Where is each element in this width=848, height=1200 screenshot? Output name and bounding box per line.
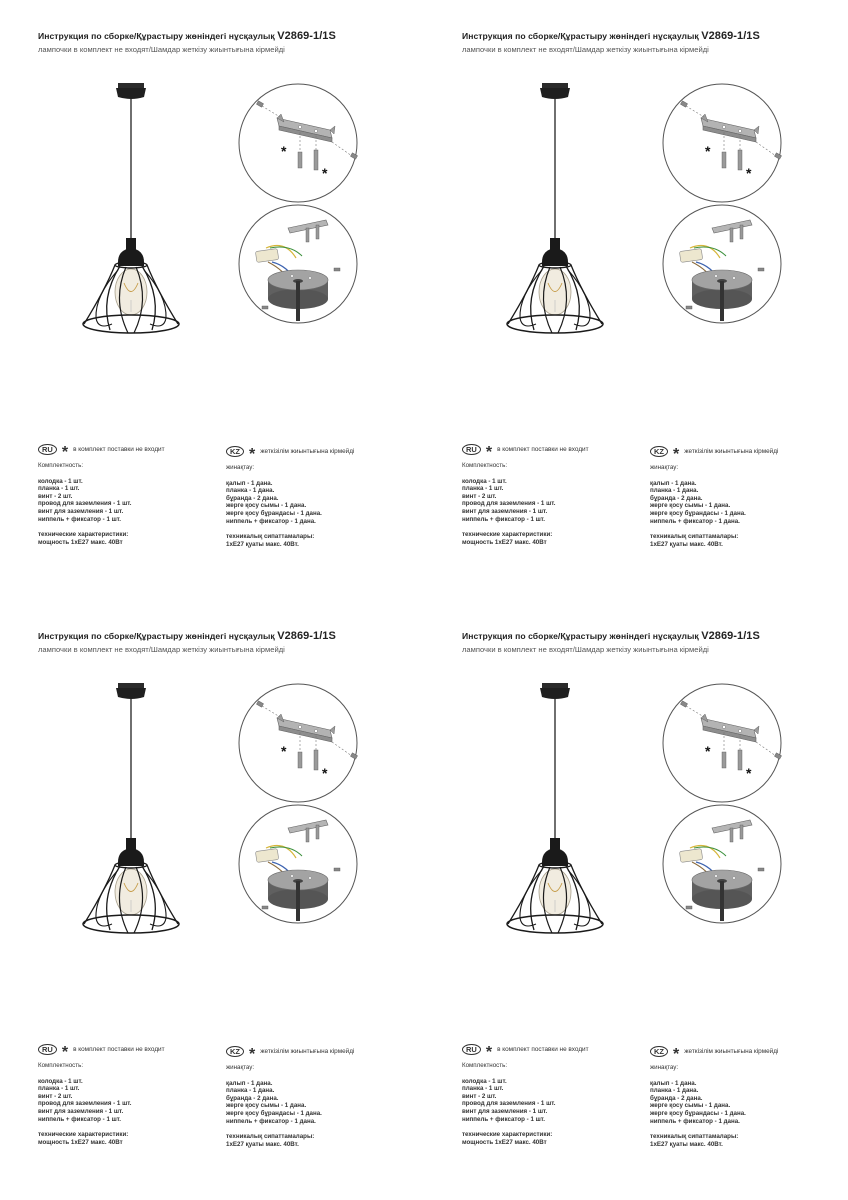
not-included-marker: *: [705, 743, 711, 759]
ru-note: в комплект поставки не входит: [73, 445, 165, 453]
kz-set-label: жинақтау:: [650, 1064, 679, 1071]
wiring-detail-illustration: [663, 205, 781, 323]
pendant-lamp-illustration: [507, 683, 603, 933]
ru-note: в комплект поставки не входит: [497, 1045, 589, 1053]
ru-items: колодка - 1 шт. планка - 1 шт. винт - 2 шт. провод для заземления - 1 шт. винт для заземления - 1 шт. ниппель + фиксатор - 1 шт.: [462, 477, 556, 523]
ru-badge: RU: [462, 444, 481, 455]
ru-note: в комплект поставки не входит: [73, 1045, 165, 1053]
ru-note: в комплект поставки не входит: [497, 445, 589, 453]
kz-badge: KZ: [650, 446, 668, 457]
ru-set-label: Комплектность:: [38, 1062, 84, 1069]
instruction-panel: [0, 600, 424, 1200]
kz-specs: техникалық сипаттамалары: 1хЕ27 қуаты макс. 40Вт.: [226, 1133, 315, 1148]
kz-specs: техникалық сипаттамалары: 1хЕ27 қуаты макс. 40Вт.: [650, 1133, 739, 1148]
kz-badge: KZ: [226, 446, 244, 457]
kz-items: қалып - 1 дана. планка - 1 дана. бұранда - 2 дана. жерге қосу сымы - 1 дана. жерге қосу бұрандасы - 1 дана. ниппель + фиксатор - 1 дана.: [650, 1079, 746, 1125]
instruction-panel: [424, 0, 848, 600]
kz-items: қалып - 1 дана. планка - 1 дана. бұранда - 2 дана. жерге қосу сымы - 1 дана. жерге қосу бұрандасы - 1 дана. ниппель + фиксатор - 1 дана.: [650, 479, 746, 525]
wiring-detail-illustration: [663, 805, 781, 923]
kz-note: жеткізілім жиынтығына кірмейді: [684, 1047, 779, 1055]
ru-specs: технические характеристики: мощность 1хЕ27 макс. 40Вт: [462, 531, 553, 546]
bracket-detail-illustration: [239, 684, 358, 802]
kz-instructions: KZ * жеткізілім жиынтығына кірмейді жинақтау: қалып - 1 дана. планка - 1 дана. бұранда - 2 дана. жерге қосу сымы - 1 дана. жерге қосу бұрандасы - 1 дана. ниппель + фиксатор - 1 дана. техникалық сипаттамалары: 1хЕ27 қуаты макс. 40Вт.: [650, 445, 779, 548]
ru-instructions: RU * в комплект поставки не входит Комплектность: колодка - 1 шт. планка - 1 шт. винт - 2 шт. провод для заземления - 1 шт. винт для заземления - 1 шт. ниппель + фиксатор - 1 шт. технические характеристики: мощность 1хЕ27 макс. 40Вт: [38, 443, 165, 546]
ru-badge: RU: [462, 1044, 481, 1055]
kz-note: жеткізілім жиынтығына кірмейді: [684, 447, 779, 455]
kz-set-label: жинақтау:: [226, 1064, 255, 1071]
kz-set-label: жинақтау:: [650, 464, 679, 471]
page-subtitle: лампочки в комплект не входят/Шамдар жеткізу жиынтығына кірмейді: [462, 645, 709, 654]
wiring-detail-illustration: [239, 805, 357, 923]
ru-specs: технические характеристики: мощность 1хЕ27 макс. 40Вт: [38, 1131, 129, 1146]
pendant-lamp-illustration: [83, 683, 179, 933]
instruction-panel: [424, 600, 848, 1200]
not-included-marker: *: [281, 743, 287, 759]
pendant-lamp-illustration: [83, 83, 179, 333]
ru-items: колодка - 1 шт. планка - 1 шт. винт - 2 шт. провод для заземления - 1 шт. винт для заземления - 1 шт. ниппель + фиксатор - 1 шт.: [38, 1077, 132, 1123]
page-subtitle: лампочки в комплект не входят/Шамдар жеткізу жиынтығына кірмейді: [38, 645, 285, 654]
ru-badge: RU: [38, 1044, 57, 1055]
not-included-marker: *: [322, 765, 328, 781]
not-included-marker: *: [705, 143, 711, 159]
page-title: Инструкция по сборке/Құрастыру жөніндегі нұсқаулық V2869-1/1S: [38, 630, 336, 642]
wiring-detail-illustration: [239, 205, 357, 323]
instruction-panel: [0, 0, 424, 600]
kz-specs: техникалық сипаттамалары: 1хЕ27 қуаты макс. 40Вт.: [650, 533, 739, 548]
bracket-detail-illustration: [239, 84, 358, 202]
not-included-marker: *: [746, 765, 752, 781]
page-title: Инструкция по сборке/Құрастыру жөніндегі нұсқаулық V2869-1/1S: [462, 30, 760, 42]
bracket-detail-illustration: [663, 684, 782, 802]
ru-set-label: Комплектность:: [462, 462, 508, 469]
page-title: Инструкция по сборке/Құрастыру жөніндегі нұсқаулық V2869-1/1S: [462, 630, 760, 642]
pendant-lamp-illustration: [507, 83, 603, 333]
ru-instructions: RU * в комплект поставки не входит Комплектность: колодка - 1 шт. планка - 1 шт. винт - 2 шт. провод для заземления - 1 шт. винт для заземления - 1 шт. ниппель + фиксатор - 1 шт. технические характеристики: мощность 1хЕ27 макс. 40Вт: [462, 1043, 589, 1146]
kz-instructions: KZ * жеткізілім жиынтығына кірмейді жинақтау: қалып - 1 дана. планка - 1 дана. бұранда - 2 дана. жерге қосу сымы - 1 дана. жерге қосу бұрандасы - 1 дана. ниппель + фиксатор - 1 дана. техникалық сипаттамалары: 1хЕ27 қуаты макс. 40Вт.: [226, 445, 355, 548]
bracket-detail-illustration: [663, 84, 782, 202]
not-included-marker: *: [746, 165, 752, 181]
ru-items: колодка - 1 шт. планка - 1 шт. винт - 2 шт. провод для заземления - 1 шт. винт для заземления - 1 шт. ниппель + фиксатор - 1 шт.: [38, 477, 132, 523]
page-title: Инструкция по сборке/Құрастыру жөніндегі нұсқаулық V2869-1/1S: [38, 30, 336, 42]
kz-items: қалып - 1 дана. планка - 1 дана. бұранда - 2 дана. жерге қосу сымы - 1 дана. жерге қосу бұрандасы - 1 дана. ниппель + фиксатор - 1 дана.: [226, 479, 322, 525]
kz-badge: KZ: [226, 1046, 244, 1057]
kz-items: қалып - 1 дана. планка - 1 дана. бұранда - 2 дана. жерге қосу сымы - 1 дана. жерге қосу бұрандасы - 1 дана. ниппель + фиксатор - 1 дана.: [226, 1079, 322, 1125]
ru-set-label: Комплектность:: [38, 462, 84, 469]
ru-items: колодка - 1 шт. планка - 1 шт. винт - 2 шт. провод для заземления - 1 шт. винт для заземления - 1 шт. ниппель + фиксатор - 1 шт.: [462, 1077, 556, 1123]
kz-badge: KZ: [650, 1046, 668, 1057]
not-included-marker: *: [281, 143, 287, 159]
ru-instructions: RU * в комплект поставки не входит Комплектность: колодка - 1 шт. планка - 1 шт. винт - 2 шт. провод для заземления - 1 шт. винт для заземления - 1 шт. ниппель + фиксатор - 1 шт. технические характеристики: мощность 1хЕ27 макс. 40Вт: [462, 443, 589, 546]
page-subtitle: лампочки в комплект не входят/Шамдар жеткізу жиынтығына кірмейді: [462, 45, 709, 54]
kz-specs: техникалық сипаттамалары: 1хЕ27 қуаты макс. 40Вт.: [226, 533, 315, 548]
page-subtitle: лампочки в комплект не входят/Шамдар жеткізу жиынтығына кірмейді: [38, 45, 285, 54]
ru-set-label: Комплектность:: [462, 1062, 508, 1069]
kz-note: жеткізілім жиынтығына кірмейді: [260, 1047, 355, 1055]
not-included-marker: *: [322, 165, 328, 181]
kz-instructions: KZ * жеткізілім жиынтығына кірмейді жинақтау: қалып - 1 дана. планка - 1 дана. бұранда - 2 дана. жерге қосу сымы - 1 дана. жерге қосу бұрандасы - 1 дана. ниппель + фиксатор - 1 дана. техникалық сипаттамалары: 1хЕ27 қуаты макс. 40Вт.: [226, 1045, 355, 1148]
ru-badge: RU: [38, 444, 57, 455]
kz-instructions: KZ * жеткізілім жиынтығына кірмейді жинақтау: қалып - 1 дана. планка - 1 дана. бұранда - 2 дана. жерге қосу сымы - 1 дана. жерге қосу бұрандасы - 1 дана. ниппель + фиксатор - 1 дана. техникалық сипаттамалары: 1хЕ27 қуаты макс. 40Вт.: [650, 1045, 779, 1148]
ru-specs: технические характеристики: мощность 1хЕ27 макс. 40Вт: [462, 1131, 553, 1146]
ru-instructions: RU * в комплект поставки не входит Комплектность: колодка - 1 шт. планка - 1 шт. винт - 2 шт. провод для заземления - 1 шт. винт для заземления - 1 шт. ниппель + фиксатор - 1 шт. технические характеристики: мощность 1хЕ27 макс. 40Вт: [38, 1043, 165, 1146]
kz-set-label: жинақтау:: [226, 464, 255, 471]
ru-specs: технические характеристики: мощность 1хЕ27 макс. 40Вт: [38, 531, 129, 546]
kz-note: жеткізілім жиынтығына кірмейді: [260, 447, 355, 455]
